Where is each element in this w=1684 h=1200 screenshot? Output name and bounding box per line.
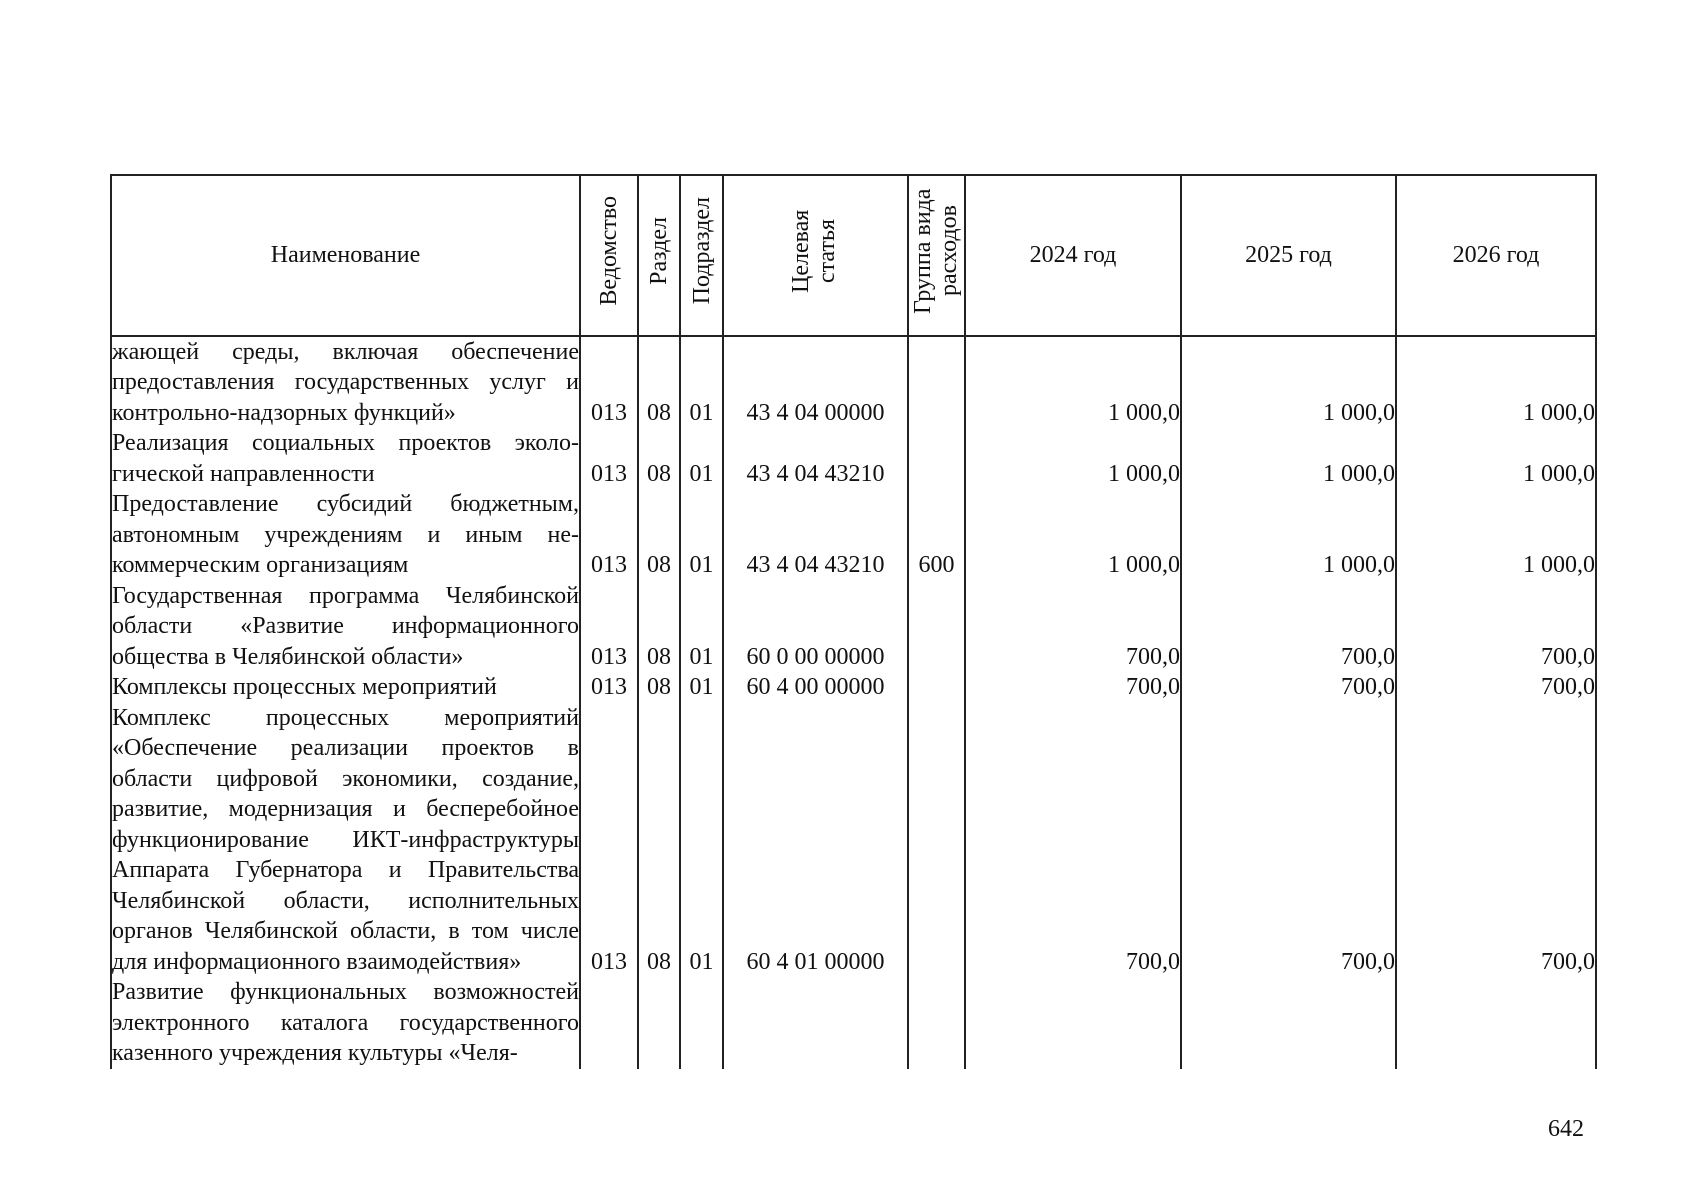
cell-dept: 013	[580, 428, 638, 489]
cell-subsection	[680, 977, 723, 1069]
cell-name: Комплекс процессных мероприятий «Обеспечение реализации проектов в области цифровой экономики, создание, развитие, модернизация и бесперебойное функционирование ИКТ-инфраструктуры Аппарата Губернатора и Правительства Челябинской области, исполнительных органов Челябинской области, в том числе для информационного взаимодействия»	[111, 703, 580, 978]
cell-subsection: 01	[680, 672, 723, 703]
cell-subsection: 01	[680, 336, 723, 429]
header-group: Группа вида расходов	[908, 175, 965, 336]
cell-target: 43 4 04 43210	[723, 489, 908, 581]
cell-dept	[580, 977, 638, 1069]
table-row	[111, 703, 1596, 978]
header-dept: Ведомство	[580, 175, 638, 336]
cell-y2025: 700,0	[1181, 672, 1396, 703]
table-row	[111, 581, 1596, 673]
cell-group: 600	[908, 489, 965, 581]
header-subsection: Подраздел	[680, 175, 723, 336]
cell-dept: 013	[580, 581, 638, 673]
cell-name: жающей среды, включая обеспечение предоставления государственных услуг и контрольно-надзорных функций»	[111, 336, 580, 429]
header-name: Наименование	[111, 175, 580, 336]
table-row	[111, 672, 1596, 703]
cell-y2025: 1 000,0	[1181, 336, 1396, 429]
header-2024: 2024 год	[965, 175, 1181, 336]
cell-subsection: 01	[680, 581, 723, 673]
cell-y2025	[1181, 977, 1396, 1069]
table-header	[111, 175, 1596, 336]
cell-section: 08	[638, 489, 680, 581]
cell-y2026: 700,0	[1396, 703, 1596, 978]
cell-section	[638, 977, 680, 1069]
header-target: Целевая статья	[723, 175, 908, 336]
cell-y2026: 700,0	[1396, 672, 1596, 703]
cell-target: 43 4 04 43210	[723, 428, 908, 489]
table-row	[111, 336, 1596, 429]
cell-y2025: 1 000,0	[1181, 489, 1396, 581]
cell-y2026: 1 000,0	[1396, 336, 1596, 429]
cell-section: 08	[638, 428, 680, 489]
table-row	[111, 489, 1596, 581]
cell-target: 60 0 00 00000	[723, 581, 908, 673]
cell-y2026: 700,0	[1396, 581, 1596, 673]
cell-dept: 013	[580, 672, 638, 703]
budget-table	[110, 174, 1597, 1069]
cell-group	[908, 703, 965, 978]
cell-y2025: 700,0	[1181, 581, 1396, 673]
cell-dept: 013	[580, 336, 638, 429]
cell-name: Государственная программа Челябинской области «Развитие информационного общества в Челябинской области»	[111, 581, 580, 673]
cell-group	[908, 428, 965, 489]
cell-name: Комплексы процессных мероприятий	[111, 672, 580, 703]
cell-y2024: 700,0	[965, 672, 1181, 703]
cell-section: 08	[638, 581, 680, 673]
cell-y2024: 1 000,0	[965, 336, 1181, 429]
cell-y2024	[965, 977, 1181, 1069]
cell-y2026: 1 000,0	[1396, 489, 1596, 581]
cell-target	[723, 977, 908, 1069]
cell-name: Развитие функциональных возможностей электронного каталога государственного казенного учреждения культуры «Челя-	[111, 977, 580, 1069]
cell-target: 43 4 04 00000	[723, 336, 908, 429]
cell-dept: 013	[580, 489, 638, 581]
cell-target: 60 4 01 00000	[723, 703, 908, 978]
header-2025: 2025 год	[1181, 175, 1396, 336]
cell-y2024: 1 000,0	[965, 428, 1181, 489]
cell-y2024: 700,0	[965, 703, 1181, 978]
cell-y2024: 700,0	[965, 581, 1181, 673]
cell-name: Реализация социальных проектов экологической направленности	[111, 428, 580, 489]
cell-section: 08	[638, 703, 680, 978]
cell-y2024: 1 000,0	[965, 489, 1181, 581]
cell-subsection: 01	[680, 428, 723, 489]
cell-group	[908, 672, 965, 703]
cell-target: 60 4 00 00000	[723, 672, 908, 703]
page-number: 642	[1548, 1116, 1584, 1142]
cell-y2026: 1 000,0	[1396, 428, 1596, 489]
table-body	[111, 336, 1596, 1069]
cell-subsection: 01	[680, 489, 723, 581]
cell-y2025: 1 000,0	[1181, 428, 1396, 489]
table-row	[111, 977, 1596, 1069]
cell-group	[908, 336, 965, 429]
cell-dept: 013	[580, 703, 638, 978]
table-row	[111, 428, 1596, 489]
cell-group	[908, 581, 965, 673]
cell-section: 08	[638, 672, 680, 703]
cell-section: 08	[638, 336, 680, 429]
header-section: Раздел	[638, 175, 680, 336]
cell-subsection: 01	[680, 703, 723, 978]
cell-group	[908, 977, 965, 1069]
cell-y2025: 700,0	[1181, 703, 1396, 978]
cell-y2026	[1396, 977, 1596, 1069]
header-2026: 2026 год	[1396, 175, 1596, 336]
cell-name: Предоставление субсидий бюджетным, автономным учреждениям и иным некоммерческим организациям	[111, 489, 580, 581]
